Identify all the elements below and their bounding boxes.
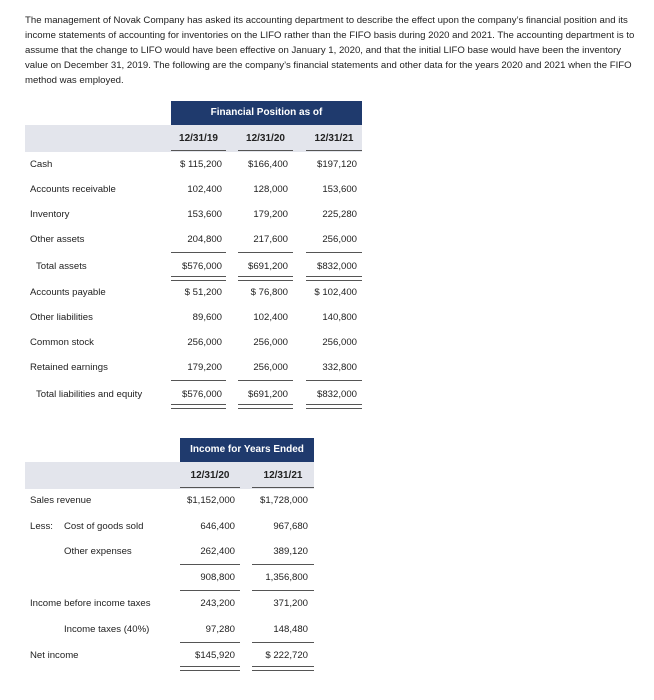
- fp-cell: $ 51,200: [184, 287, 222, 298]
- fp-cell: 217,600: [253, 234, 288, 245]
- fp-subtotal-rule: [171, 252, 226, 253]
- income-row-label: Net income: [30, 650, 79, 661]
- fp-subtotal-rule: [306, 252, 362, 253]
- fp-subtotal-rule: [306, 380, 362, 381]
- income-header-underline: [180, 487, 240, 488]
- fp-total-double-rule: [171, 276, 226, 281]
- income-row-label: Other expenses: [64, 546, 132, 557]
- fp-row-label: Other assets: [30, 234, 85, 245]
- fp-cell: $ 76,800: [250, 287, 288, 298]
- fp-cell: 89,600: [192, 312, 222, 323]
- fp-col-header-2021: 12/31/21: [314, 133, 354, 144]
- income-subtotal-rule: [252, 590, 314, 591]
- fp-cell: 102,400: [253, 312, 288, 323]
- fp-cell: $832,000: [316, 261, 357, 272]
- income-cell: 967,680: [273, 521, 308, 532]
- fp-cell: 256,000: [187, 337, 222, 348]
- fp-cell: 102,400: [187, 184, 222, 195]
- income-subtotal-rule: [252, 642, 314, 643]
- fp-total-double-rule: [171, 404, 226, 409]
- fp-cell: 256,000: [322, 234, 357, 245]
- income-cell: 97,280: [205, 624, 235, 635]
- income-row-label: Less:: [30, 521, 53, 532]
- fp-col-header-2020: 12/31/20: [246, 133, 285, 144]
- income-cell: 389,120: [273, 546, 308, 557]
- fp-row-label: Inventory: [30, 209, 70, 220]
- fp-cell: 256,000: [253, 337, 288, 348]
- fp-total-double-rule: [306, 276, 362, 281]
- fp-cell: $ 115,200: [180, 159, 222, 170]
- fp-cell: 204,800: [187, 234, 222, 245]
- income-subtotal-rule: [252, 564, 314, 565]
- fp-cell: 179,200: [187, 362, 222, 373]
- income-cell: 908,800: [200, 572, 235, 583]
- fp-cell: 256,000: [253, 362, 288, 373]
- fp-cell: 225,280: [322, 209, 357, 220]
- income-title: Income for Years Ended: [180, 438, 314, 462]
- fp-cell: $166,400: [247, 159, 288, 170]
- fp-row-label: Total assets: [36, 261, 87, 272]
- financial-position-title: Financial Position as of: [171, 101, 362, 125]
- income-subtotal-rule: [180, 642, 240, 643]
- income-cell: $1,152,000: [186, 495, 235, 506]
- problem-description: The management of Novak Company has asked its accounting department to describe the effect upon the company’s financial position and its income statements of accounting for inventories on the LIFO rather than the FIFO basis during 2020 and 2021. The accounting department is to assume that the change to LIFO would have been effective on January 1, 2020, and that the initial LIFO base would have been the inventory value on December 31, 2019. The following are the company’s financial statements and other data for the years 2020 and 2021 when the FIFO method was employed.: [25, 15, 635, 86]
- fp-row-label: Retained earnings: [30, 362, 108, 373]
- fp-cell: 179,200: [253, 209, 288, 220]
- fp-cell: 256,000: [322, 337, 357, 348]
- income-cell: 646,400: [200, 521, 235, 532]
- fp-row-label: Accounts receivable: [30, 184, 116, 195]
- fp-subtotal-rule: [238, 252, 293, 253]
- fp-header-underline: [238, 150, 293, 151]
- fp-total-double-rule: [238, 404, 293, 409]
- fp-col-header-2019: 12/31/19: [179, 133, 218, 144]
- income-cell: 371,200: [273, 598, 308, 609]
- income-total-double-rule: [252, 666, 314, 671]
- income-cell: 243,200: [200, 598, 235, 609]
- income-cell: 1,356,800: [265, 572, 308, 583]
- income-header-underline: [252, 487, 314, 488]
- fp-cell: 332,800: [322, 362, 357, 373]
- income-cell: $ 222,720: [265, 650, 308, 661]
- income-row-label: Income before income taxes: [30, 598, 151, 609]
- income-subtotal-rule: [180, 590, 240, 591]
- fp-cell: 153,600: [322, 184, 357, 195]
- fp-cell: 128,000: [253, 184, 288, 195]
- fp-subtotal-rule: [171, 380, 226, 381]
- fp-cell: $ 102,400: [314, 287, 357, 298]
- fp-total-double-rule: [238, 276, 293, 281]
- income-cell: $1,728,000: [259, 495, 308, 506]
- income-col-header-2021: 12/31/21: [263, 470, 303, 481]
- fp-cell: $576,000: [181, 389, 222, 400]
- fp-header-underline: [306, 150, 362, 151]
- income-cell: 148,480: [273, 624, 308, 635]
- fp-header-underline: [171, 150, 226, 151]
- fp-cell: 153,600: [187, 209, 222, 220]
- income-cell: 262,400: [200, 546, 235, 557]
- income-total-double-rule: [180, 666, 240, 671]
- fp-cell: $197,120: [316, 159, 357, 170]
- fp-row-label: Common stock: [30, 337, 94, 348]
- fp-row-label: Total liabilities and equity: [36, 389, 143, 400]
- fp-row-label: Cash: [30, 159, 53, 170]
- income-subtotal-rule: [180, 564, 240, 565]
- income-row-sublabel: Cost of goods sold: [64, 521, 144, 532]
- fp-cell: $576,000: [181, 261, 222, 272]
- income-cell: $145,920: [194, 650, 235, 661]
- fp-cell: 140,800: [322, 312, 357, 323]
- fp-subtotal-rule: [238, 380, 293, 381]
- income-row-label: Sales revenue: [30, 495, 92, 506]
- income-col-header-2020: 12/31/20: [190, 470, 230, 481]
- fp-row-label: Other liabilities: [30, 312, 93, 323]
- income-row-label: Income taxes (40%): [64, 624, 150, 635]
- fp-row-label: Accounts payable: [30, 287, 106, 298]
- fp-cell: $691,200: [247, 261, 288, 272]
- fp-cell: $691,200: [247, 389, 288, 400]
- fp-cell: $832,000: [316, 389, 357, 400]
- fp-total-double-rule: [306, 404, 362, 409]
